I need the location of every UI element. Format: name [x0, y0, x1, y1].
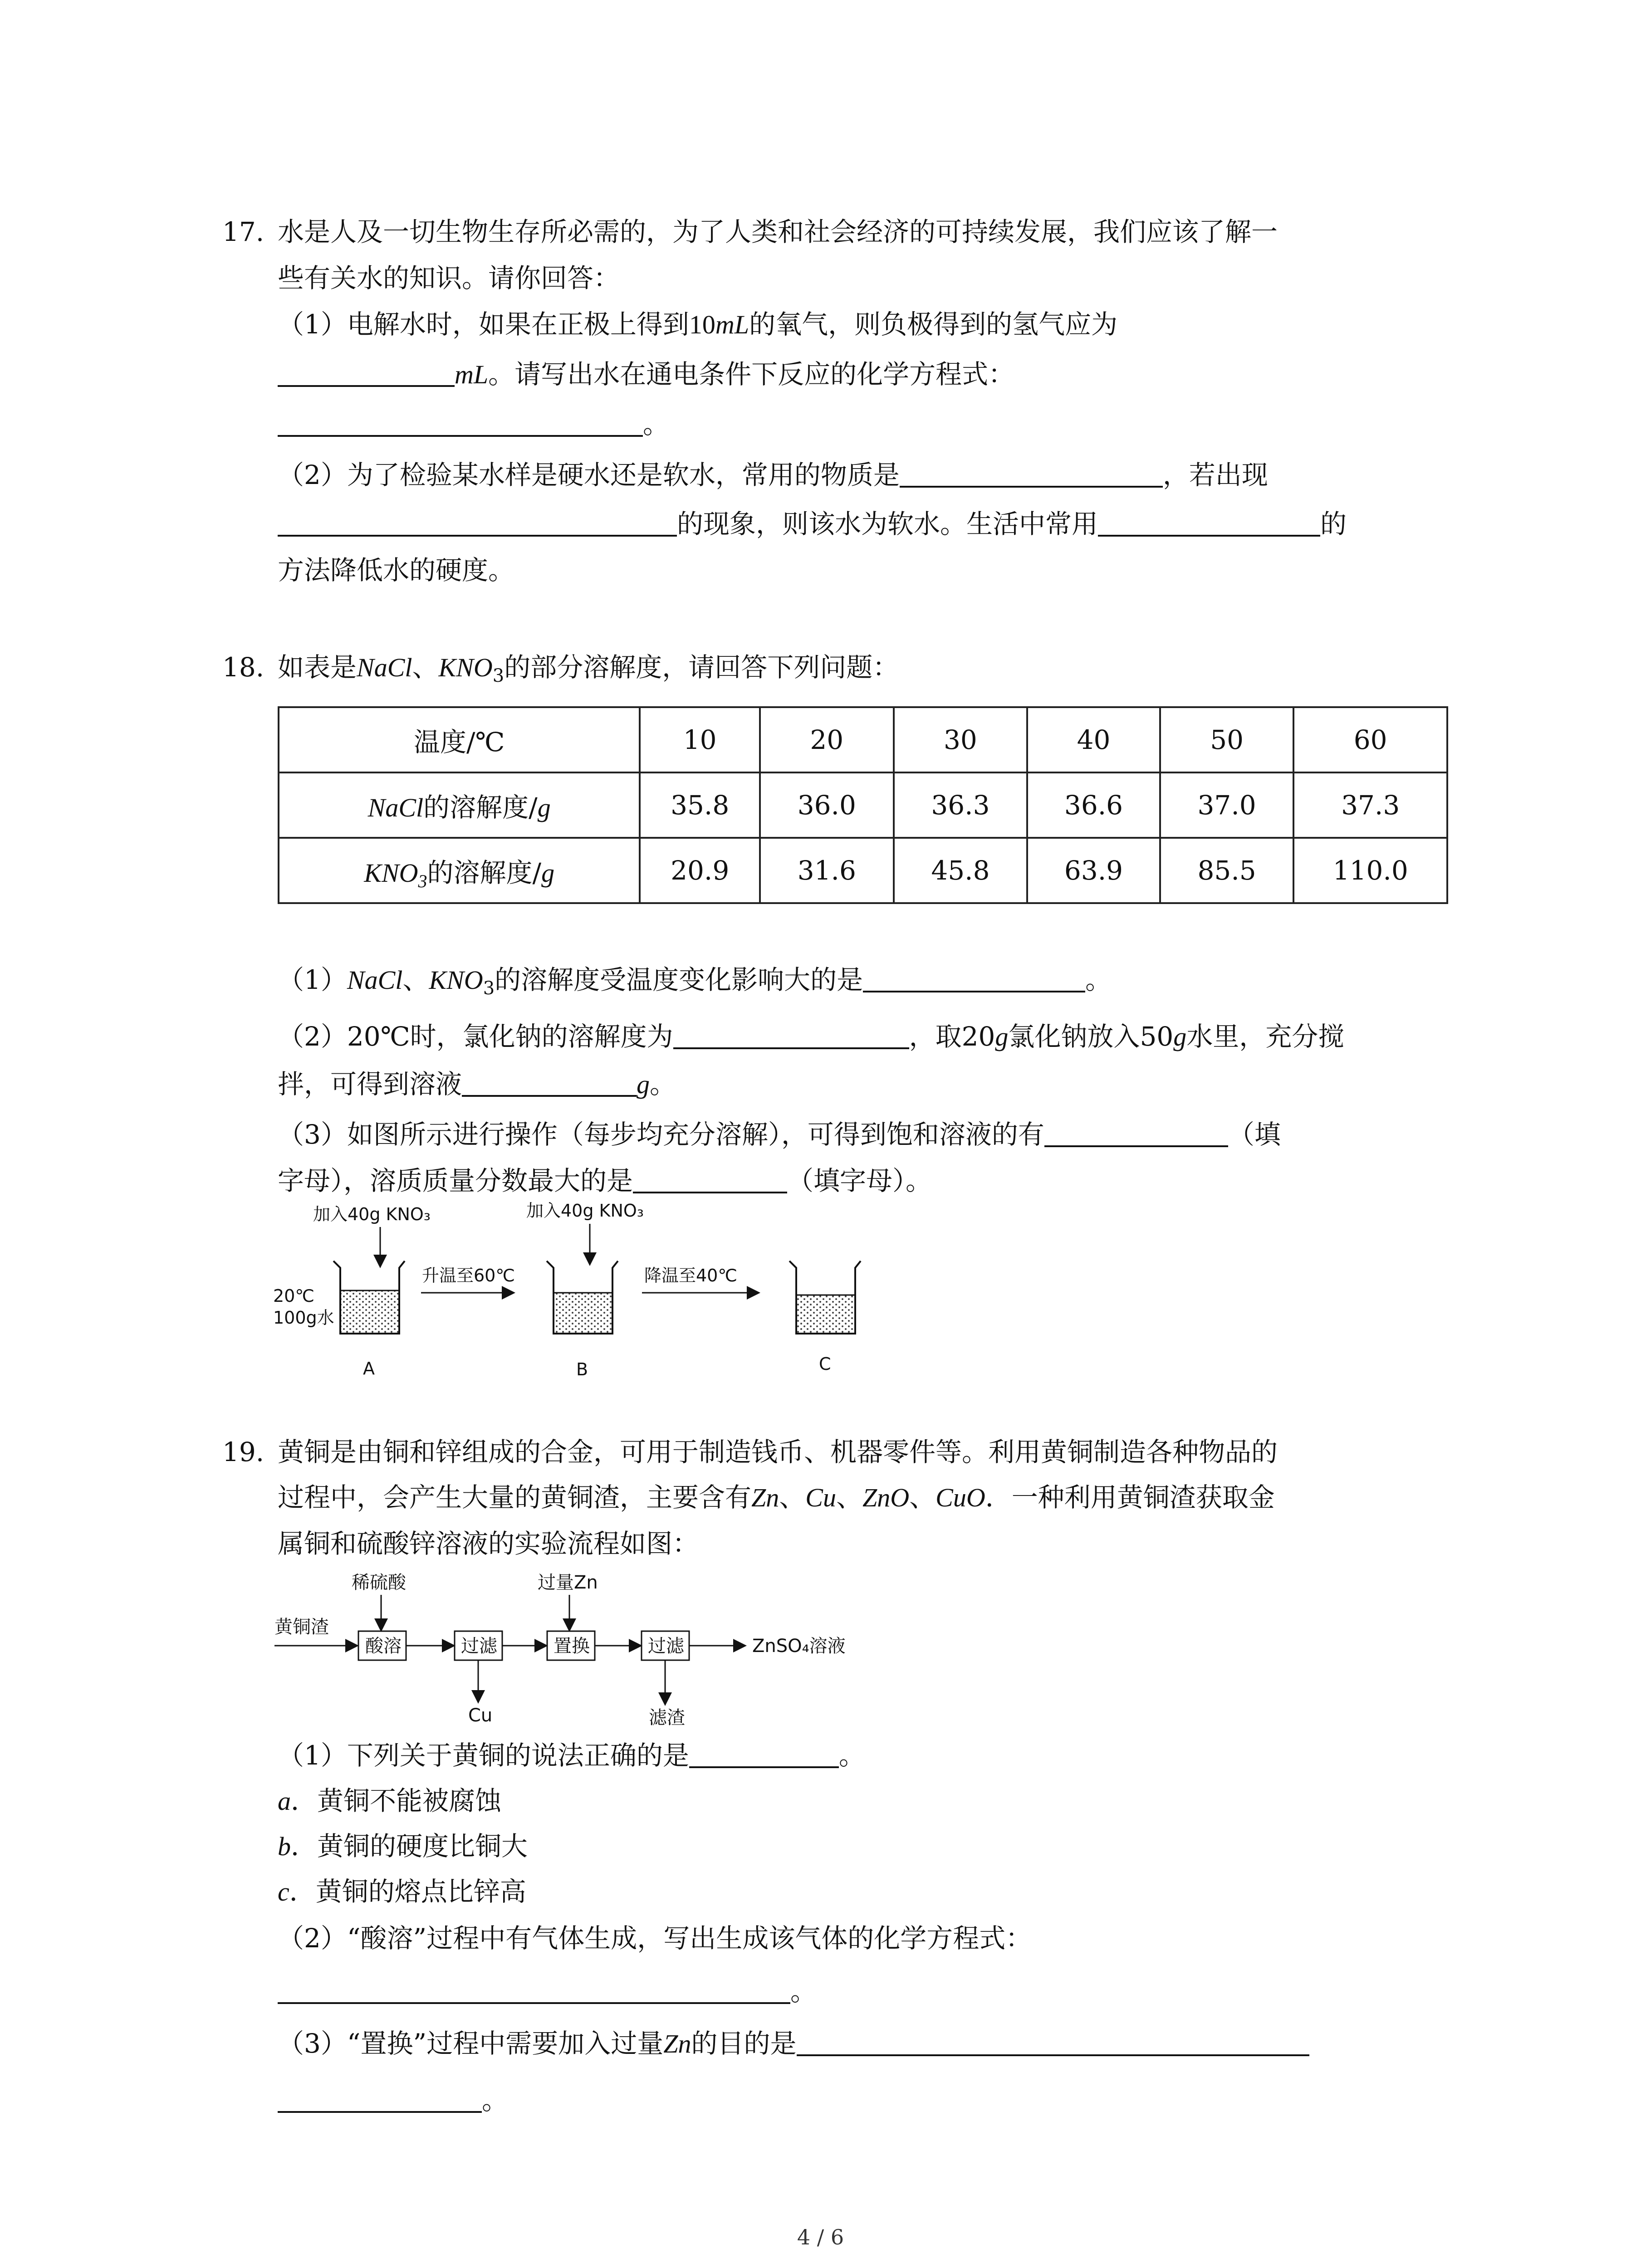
q18-blank-nacl-solubility[interactable] [673, 1022, 909, 1049]
flow-output-residue: 滤渣 [649, 1707, 685, 1728]
fig-condition-temp: 20℃ [273, 1286, 315, 1306]
flow-box-filter-2-label: 过滤 [648, 1636, 684, 1657]
table-temp-cell: 10 [640, 707, 760, 772]
q18-sub2-line1: （2）20℃时，氯化钠的溶解度为 ，取20g氯化钠放入50g水里，充分搅 [278, 1021, 1345, 1052]
fig-label-c: C [819, 1354, 831, 1374]
q17-part2-text-b: ，若出现 [1162, 459, 1268, 490]
table-row-label-nacl: NaCl的溶解度/g [279, 772, 640, 838]
beaker-c [789, 1261, 861, 1334]
q18-blank-solution-mass[interactable] [462, 1070, 637, 1097]
flow-acid-label: 稀硫酸 [352, 1572, 406, 1593]
q19-blank-equation[interactable] [278, 1977, 790, 2004]
q17-part1-text-b: 的氧气，则负极得到的氢气应为 [749, 309, 1118, 340]
beaker-a [333, 1261, 405, 1334]
q17-blank-method[interactable] [1098, 509, 1320, 537]
fig-add-label-2: 加入40g KNO₃ [526, 1202, 644, 1221]
q17-line1: 水是人及一切生物生存所必需的，为了人类和社会经济的可持续发展，我们应该了解一 [278, 216, 1278, 247]
flow-output-cu: Cu [468, 1705, 493, 1726]
q17-unit-ml: mL [455, 360, 489, 389]
q17-part2-text-c: 的现象，则该水为软水。生活中常用 [677, 508, 1098, 539]
flow-box-filter-1-label: 过滤 [461, 1636, 497, 1657]
q18-sub3-line2: 字母），溶质质量分数最大的是 （填字母）。 [278, 1165, 932, 1196]
table-row-label-kno3: $KNO_3$的溶解度/g [279, 838, 640, 903]
table-temp-cell: 50 [1160, 707, 1294, 772]
q18-intro-a: 如表是 [278, 652, 357, 683]
q18-sub3-line1: （3）如图所示进行操作（每步均充分溶解），可得到饱和溶液的有 （填 [278, 1119, 1281, 1150]
table-cell: 85.5 [1160, 838, 1294, 903]
q18-intro-b: 的部分溶解度，请回答下列问题： [504, 652, 899, 683]
table-temp-cell: 40 [1027, 707, 1160, 772]
flow-box-replace-label: 置换 [554, 1636, 590, 1657]
q17-volume-unit: mL [715, 310, 749, 339]
q19-sub2: （2）“酸溶”过程中有气体生成，写出生成该气体的化学方程式： [278, 1923, 1032, 1954]
fig-step1-label: 升温至60℃ [422, 1266, 515, 1286]
q17-part1-text-a: （1）电解水时，如果在正极上得到 [278, 309, 689, 340]
table-cell: 110.0 [1293, 838, 1447, 903]
flow-excess-zn-label: 过量Zn [538, 1572, 598, 1593]
q17-part2-line3: 方法降低水的硬度。 [278, 555, 515, 586]
table-cell: 31.6 [760, 838, 894, 903]
q19-sub3-line2: 。 [278, 2084, 508, 2116]
beaker-b [547, 1261, 618, 1334]
q17-number: 17. [222, 216, 265, 247]
q17-part2-line2 [278, 508, 1347, 540]
table-cell: 20.9 [640, 838, 760, 903]
table-temp-cell: 30 [894, 707, 1028, 772]
table-cell: 63.9 [1027, 838, 1160, 903]
q19-sub1: （1）下列关于黄铜的说法正确的是 。 [278, 1740, 865, 1771]
flow-output-znso4: ZnSO₄溶液 [752, 1636, 846, 1657]
table-cell: 36.3 [894, 772, 1028, 838]
q17-part2-text-d: 的 [1320, 508, 1347, 539]
page-number: 4 / 6 [797, 2225, 844, 2249]
q17-blank-hydrogen-volume[interactable] [278, 360, 455, 387]
q19-sub2-blank-line: 。 [278, 1975, 817, 2007]
q19-option-b: b．黄铜的硬度比铜大 [278, 1831, 528, 1862]
q17-blank-phenomenon[interactable] [278, 509, 677, 537]
table-cell: 37.0 [1160, 772, 1294, 838]
table-header-label: 温度/℃ [279, 707, 640, 772]
fig-label-a: A [363, 1359, 375, 1378]
q17-part2-line1 [278, 459, 1268, 491]
table-temp-cell: 20 [760, 707, 894, 772]
q17-part1-line [278, 308, 1117, 341]
q17-part2-text-a: （2）为了检验某水样是硬水还是软水，常用的物质是 [278, 459, 900, 490]
q18-sub3: 3 [492, 665, 505, 686]
q18-kno: KNO [438, 653, 493, 682]
q19-blank-purpose-cont[interactable] [278, 2086, 482, 2113]
q17-part1-text-c: 。请写出水在通电条件下反应的化学方程式： [488, 359, 1015, 390]
q17-part1-line3 [278, 408, 669, 440]
q18-intro [278, 651, 899, 684]
q18-sub2-line2: 拌，可得到溶液 g。 [278, 1069, 676, 1100]
q18-blank-max-fraction[interactable] [633, 1166, 787, 1193]
table-row-kno3 [279, 838, 1447, 903]
fig-condition-water: 100g水 [273, 1308, 334, 1328]
beaker-diagram [272, 1202, 889, 1383]
table-cell: 37.3 [1293, 772, 1447, 838]
table-cell: 45.8 [894, 838, 1028, 903]
table-header-row [279, 707, 1447, 772]
q19-number: 19. [222, 1437, 265, 1467]
table-cell: 36.6 [1027, 772, 1160, 838]
q17-period: 。 [643, 409, 670, 440]
table-cell: 36.0 [760, 772, 894, 838]
q19-line3: 属铜和硫酸锌溶液的实验流程如图： [278, 1528, 699, 1559]
q18-nacl: NaCl [357, 653, 412, 682]
q19-blank-1[interactable] [689, 1741, 839, 1768]
table-temp-cell: 60 [1293, 707, 1447, 772]
q19-option-c: c．黄铜的熔点比锌高 [278, 1876, 526, 1907]
q18-sep: 、 [412, 652, 439, 683]
q18-sub1: （1）NaCl、$KNO_3$的溶解度受温度变化影响大的是 。 [278, 964, 1112, 999]
q19-line1: 黄铜是由铜和锌组成的合金，可用于制造钱币、机器零件等。利用黄铜制造各种物品的 [278, 1437, 1278, 1467]
q19-option-a: a．黄铜不能被腐蚀 [278, 1785, 502, 1816]
q19-line2: 过程中，会产生大量的黄铜渣，主要含有Zn、Cu、ZnO、CuO．一种利用黄铜渣获取金 [278, 1482, 1275, 1513]
solubility-table [278, 706, 1448, 904]
fig-add-label-1: 加入40g KNO₃ [313, 1204, 431, 1224]
fig-label-b: B [576, 1359, 588, 1379]
q17-part1-line2 [278, 358, 1014, 391]
q19-sub3: （3）“置换”过程中需要加入过量Zn的目的是 [278, 2028, 1309, 2060]
q17-blank-equation[interactable] [278, 410, 643, 437]
flow-box-acid-dissolve-label: 酸溶 [365, 1636, 402, 1657]
table-cell: 35.8 [640, 772, 760, 838]
flow-input-label: 黄铜渣 [274, 1617, 329, 1637]
q17-volume-value: 10 [689, 310, 715, 339]
q18-blank-1[interactable] [863, 965, 1085, 992]
q17-blank-reagent[interactable] [900, 460, 1163, 488]
q19-blank-purpose[interactable] [797, 2029, 1309, 2056]
table-row-nacl [279, 772, 1447, 838]
fig-step2-label: 降温至40℃ [644, 1266, 738, 1286]
q17-line2: 些有关水的知识。请你回答： [278, 263, 620, 293]
q18-number: 18. [222, 652, 265, 683]
process-flow-diagram [272, 1565, 871, 1737]
q18-blank-saturated[interactable] [1044, 1120, 1228, 1147]
